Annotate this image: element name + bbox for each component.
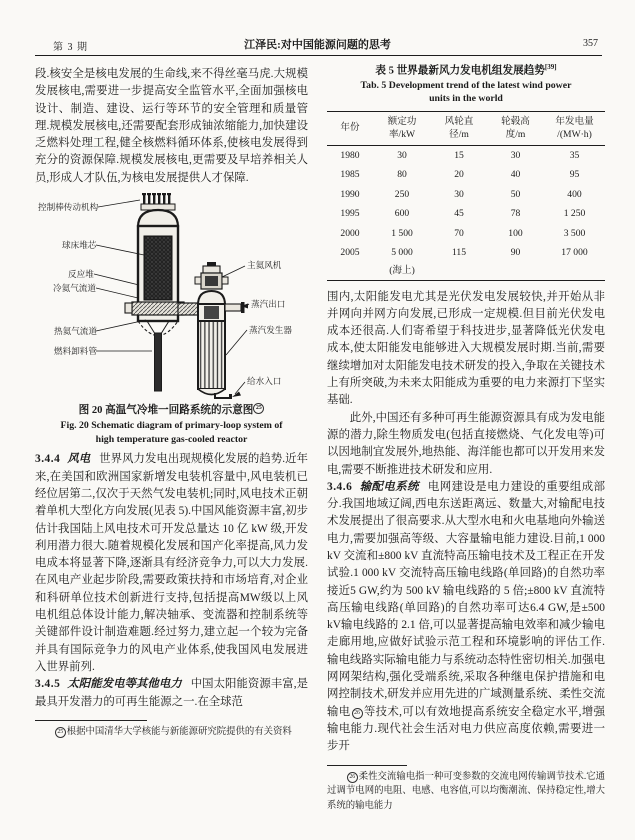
table-row xyxy=(327,204,605,224)
table-row xyxy=(327,224,605,244)
steam-generator-drawing xyxy=(195,262,245,399)
section-title: 太阳能发电等其他电力 xyxy=(67,678,182,691)
section-text: 等技术,可以有效地提高系统安全稳定水平,增强输电能力.现代社会生活对电力供应高度依赖,需要进一步开 xyxy=(327,705,605,753)
table-note-row xyxy=(327,263,605,278)
section-3-4-4 xyxy=(35,451,308,676)
table-cell: 1985 xyxy=(340,169,360,181)
table-cell: 1 500 xyxy=(391,227,413,239)
label-fuel-discharge-tube: 燃料卸料管 xyxy=(54,346,97,357)
offshore-note: (海上) xyxy=(389,264,415,276)
table5-citation: [39] xyxy=(544,63,557,71)
label-steam-outlet: 蒸汽出口 xyxy=(251,299,286,310)
issue-label: 第 3 期 xyxy=(53,42,88,53)
control-rod-drive-drawing xyxy=(141,193,175,210)
table-cell: 3 500 xyxy=(563,227,586,239)
table-cell: 80 xyxy=(397,169,407,181)
left-column xyxy=(35,66,308,740)
table-cell: 15 xyxy=(454,149,464,161)
section-text: 世界风力发电出现规模化发展的趋势.近年来,在美国和欧洲国家新增发电装机容量中,风电装机已经位居第二,仅次于天然气发电装机;同时,风电技术正朝着单机大型化方向发展(见表 5).中国风能资源丰富,初步估计我国陆上风电技术可开发总量达 10 亿 kW 级,开发利用潜力很大.随着规模化发展和国产化率提高,风力发电成本将显著下降,逐渐具有经济竞争力,可以大力发展.在风电产业起步阶段,需要政策扶持和市场培育,对企业和科研单位技术创新进行支持,包括提高MW级以上风电机组总体设计能力,解决轴承、变流器和控制系统等关键部件设计制造难题.经过努力,建立起一个较为完备并具有国际竞争力的风电产业体系,使我国风电发展进入世界前列. xyxy=(35,453,308,673)
table-cell: 30 xyxy=(510,149,521,161)
header-rotor-diameter: 风轮直 径/m xyxy=(431,111,487,145)
footnote-mark: 25 xyxy=(55,727,66,738)
table-cell: 40 xyxy=(510,169,521,181)
table-cell: 2000 xyxy=(340,227,360,239)
running-title: 江泽民:对中国能源问题的思考 xyxy=(244,39,391,51)
figure-caption-en-line1: Fig. 20 Schematic diagram of primary-loop system of xyxy=(60,420,283,432)
table-cell: 1 250 xyxy=(563,208,586,220)
section-3-4-5 xyxy=(35,676,308,711)
label-reactor: 反应堆 xyxy=(68,269,94,280)
header-year: 年份 xyxy=(327,111,373,145)
footnote-text: 根据中国清华大学核能与新能源研究院提供的有关资料 xyxy=(66,726,292,737)
table-cell: 50 xyxy=(510,188,521,200)
table-cell: 30 xyxy=(454,188,464,200)
header-rule xyxy=(35,55,602,56)
footnote-rule xyxy=(35,720,147,721)
label-pebble-bed-core: 球床堆芯 xyxy=(62,240,97,251)
paragraph-solar: 围内,太阳能发电尤其是光伏发电发展较快,并开始从非并网向并网方向发展,已形成一定规模.但目前光伏发电成本还很高.人们寄希望于科技进步,显著降低光伏发电成本,使太阳能发电能够进入大规模发展时期.当前,需要继续增加对太阳能发电技术研发的投入,争取在关键技术上有所突破,为未来太阳能成为重要的电力来源打下坚实基础. xyxy=(327,290,605,407)
section-title: 风电 xyxy=(67,453,91,466)
table5-title-zh: 表 5 世界最新风力发电机组发展趋势[39] xyxy=(375,63,557,77)
table-cell: 78 xyxy=(510,208,521,220)
left-footnote xyxy=(35,720,308,740)
table-cell: 600 xyxy=(394,208,410,220)
table-cell: 17 000 xyxy=(561,247,588,259)
header-rated-power: 额定功 率/kW xyxy=(373,111,431,145)
right-footnote xyxy=(327,765,605,814)
table-cell: 400 xyxy=(567,188,582,200)
table-cell: 250 xyxy=(394,188,410,200)
table-row xyxy=(327,185,605,205)
table5-title-en-line1: Tab. 5 Development trend of the latest wind power xyxy=(360,79,572,91)
figure-20 xyxy=(35,193,308,446)
label-cold-helium-channel: 冷氦气流道 xyxy=(53,283,96,294)
table-cell: 100 xyxy=(508,227,523,239)
section-3-4-6 xyxy=(327,479,605,756)
table-cell: 45 xyxy=(454,208,464,220)
table-cell: 70 xyxy=(454,227,464,239)
table-cell: 35 xyxy=(569,149,580,161)
table-cell: 1990 xyxy=(340,188,360,200)
reactor-schematic-figure xyxy=(35,193,307,399)
table-cell: 95 xyxy=(569,169,580,181)
header-annual-output: 年发电量 /(MW·h) xyxy=(544,111,605,145)
page-number: 357 xyxy=(583,38,598,49)
table-cell: 1980 xyxy=(340,149,360,161)
table-row xyxy=(327,145,605,165)
table-row xyxy=(327,243,605,263)
table-cell: 2005 xyxy=(340,247,360,259)
paragraph-nuclear-safety: 段.核安全是核电发展的生命线,来不得丝毫马虎.大规模发展核电,需要进一步提高安全监管水平,全面加强核电设计、制造、建设、运行等环节的安全管理和质量管理.规模发展核电,还需要配套形成铀浓缩能力,加快建设乏燃料处理工程,健全核燃料循环体系,使核电发展得到充分的资源保障.规模发展核电,更需要及早培养相关人员,形成人才队伍,为核电发展提供人才保障. xyxy=(35,68,308,184)
table-cell: 115 xyxy=(451,247,467,259)
section-number: 3.4.4 xyxy=(35,453,61,466)
paragraph-other-renewables: 此外,中国还有多种可再生能源资源具有成为发电能源的潜力,除生物质发电(包括直接燃烧、气化发电等)可以因地制宜发展外,地热能、海洋能也都可以开发用来发电,需要不断推进技术研发和应用. xyxy=(327,411,605,476)
figure-caption-zh: 图 20 高温气冷堆一回路系统的示意图 25 xyxy=(35,402,308,419)
section-text: 中国太阳能资源丰富,是最具开发潜力的可再生能源之一.在全球范 xyxy=(35,678,308,708)
footnote-rule xyxy=(327,765,407,766)
label-steam-generator: 蒸汽发生器 xyxy=(249,325,292,336)
section-title: 输配电系统 xyxy=(359,480,419,493)
section-number: 3.4.6 xyxy=(327,480,353,493)
figure-caption-en-line2: high temperature gas-cooled reactor xyxy=(95,433,248,445)
table-cell: 20 xyxy=(454,169,464,181)
section-number: 3.4.5 xyxy=(35,678,61,691)
label-hot-helium-channel: 热氦气流道 xyxy=(54,326,97,337)
right-column xyxy=(327,60,605,814)
footnote-text: 柔性交流输电指一种可变参数的交流电网传输调节技术.它通过调节电网的电阻、电感、电容值,可以均衡潮流、保持稳定性,增大系统的输电能力 xyxy=(327,771,605,812)
caption-footnote-mark: 25 xyxy=(253,403,264,414)
table-cell: 90 xyxy=(510,247,521,259)
page-header xyxy=(35,36,600,54)
inline-footnote-mark: 26 xyxy=(352,708,363,719)
section-text: 电网建设是电力建设的重要组成部分.我国地域辽阔,西电东送距离远、数量大,对输配电技术发展提出了很高要求.从大型水电和火电基地向外输送电力,需要加强高等级、大容量输电能力建设.目前,1 000 kV 交流和±800 kV 直流特高压输电技术及工程正在开发试验.1 000 kV 交流特高压输电线路(单回路)的自然功率接近5 GW,约为 500 kV 输电线路的 5 倍;±800 kV 直流特高压输电线路(单回路)的自然功率可达6.4 GW,是±500 kV输电线路的 2.1 倍,可以显著提高输电效率和减少输电走廊用地,应做好试验示范工程和环境影响的评估工作.输电线路实际输电能力与系统动态特性密切相关.加强电网网架结构,强化受端系统,采取各种继电保护措施和电网控制技术,研发并应用先进的广域测量系统、柔性交流输电 xyxy=(327,480,605,718)
table-cell: 30 xyxy=(397,149,407,161)
label-main-helium-blower: 主氦风机 xyxy=(247,260,282,271)
coaxial-duct-drawing xyxy=(178,303,198,315)
table5 xyxy=(327,111,605,281)
table-row xyxy=(327,165,605,185)
header-hub-height: 轮毂高 度/m xyxy=(487,111,544,145)
label-feedwater-inlet: 给水入口 xyxy=(247,376,282,387)
table5-title-en-line2: units in the world xyxy=(429,93,503,105)
label-control-rod-mechanism: 控制棒传动机构 xyxy=(38,202,99,213)
table-cell: 5 000 xyxy=(391,247,413,259)
table-header-row xyxy=(327,111,605,145)
reactor-vessel-drawing xyxy=(125,210,184,391)
table-cell: 1995 xyxy=(340,208,360,220)
footnote-mark: 26 xyxy=(347,772,358,783)
